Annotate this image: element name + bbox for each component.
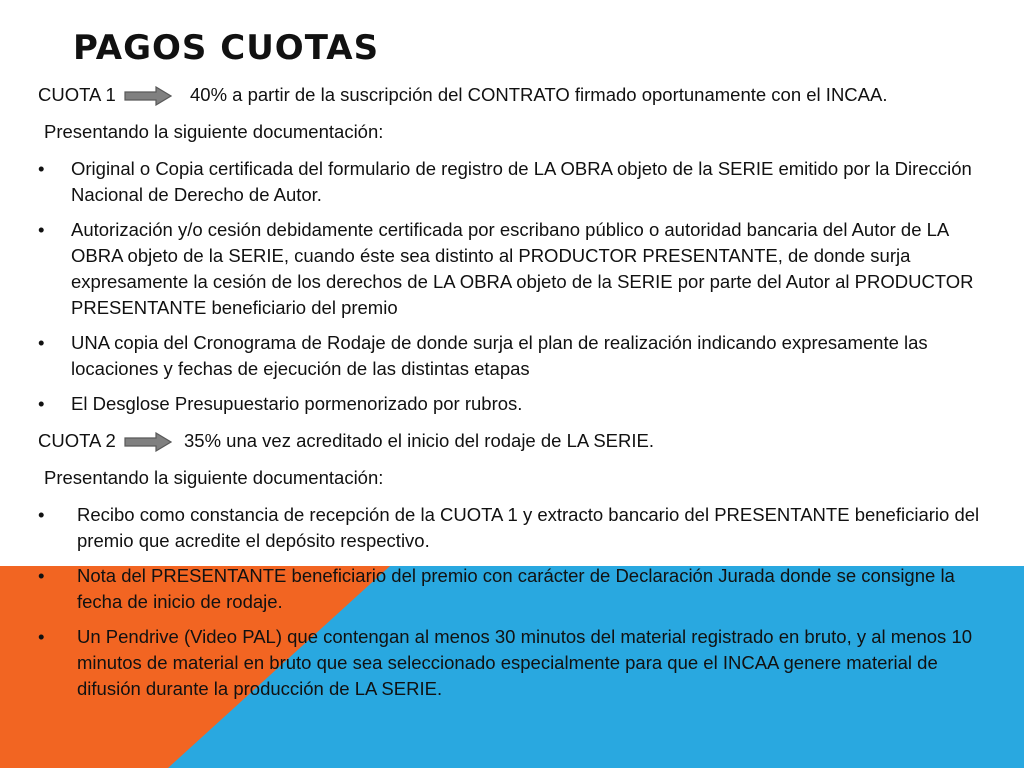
list-item	[38, 563, 1004, 615]
cuota-1-label: CUOTA 1	[38, 84, 116, 105]
section-2-heading: Presentando la siguiente documentación:	[44, 467, 384, 488]
bullet-icon: •	[38, 158, 45, 179]
bullet-icon: •	[38, 393, 45, 414]
cuota-1-text: 40% a partir de la suscripción del CONTRATO firmado oportunamente con el INCAA.	[190, 84, 888, 105]
cuota-2-label: CUOTA 2	[38, 430, 116, 451]
right-arrow-icon	[124, 432, 172, 452]
bullet-icon: •	[38, 219, 45, 240]
section-1-heading: Presentando la siguiente documentación:	[44, 121, 384, 142]
section-1-bullet-list	[38, 156, 1004, 417]
bullet-icon: •	[38, 504, 45, 525]
list-item	[38, 156, 1004, 208]
bullet-icon: •	[38, 332, 45, 353]
list-item-text: Original o Copia certificada del formulario de registro de LA OBRA objeto de la SERIE emitido por la Dirección Nacional de Derecho de Autor.	[71, 158, 972, 205]
list-item-text: Autorización y/o cesión debidamente certificada por escribano público o autoridad bancaria del Autor de LA OBRA objeto de la SERIE, cuando éste sea distinto al PRODUCTOR PRESENTANTE, de donde surja expresamente la cesión de los derechos de LA OBRA objeto de la SERIE por parte del Autor al PRODUCTOR PRESENTANTE beneficiario del premio	[71, 219, 974, 318]
page-title: PAGOS CUOTAS	[73, 28, 380, 68]
list-item	[38, 624, 1004, 702]
list-item	[38, 502, 1004, 554]
section-2-bullet-list	[38, 502, 1004, 702]
list-item-text: Un Pendrive (Video PAL) que contengan al menos 30 minutos del material registrado en bruto, y al menos 10 minutos de material en bruto que sea seleccionado especialmente para que el INCAA genere material de difusión durante la producción de LA SERIE.	[77, 626, 973, 699]
cuota-1-line	[38, 82, 1004, 108]
slide-content	[38, 82, 1004, 711]
list-item	[38, 391, 1004, 417]
list-item	[38, 217, 1004, 321]
bullet-icon: •	[38, 565, 45, 586]
list-item	[38, 330, 1004, 382]
bullet-icon: •	[38, 626, 45, 647]
list-item-text: Recibo como constancia de recepción de la CUOTA 1 y extracto bancario del PRESENTANTE beneficiario del premio que acredite el depósito respectivo.	[77, 504, 980, 551]
list-item-text: UNA copia del Cronograma de Rodaje de donde surja el plan de realización indicando expresamente las locaciones y fechas de ejecución de las distintas etapas	[71, 332, 928, 379]
list-item-text: El Desglose Presupuestario pormenorizado por rubros.	[71, 393, 523, 414]
right-arrow-icon	[124, 86, 172, 106]
cuota-2-text: 35% una vez acreditado el inicio del rodaje de LA SERIE.	[184, 430, 654, 451]
list-item-text: Nota del PRESENTANTE beneficiario del premio con carácter de Declaración Jurada donde se consigne la fecha de inicio de rodaje.	[77, 565, 955, 612]
cuota-2-line	[38, 428, 1004, 454]
